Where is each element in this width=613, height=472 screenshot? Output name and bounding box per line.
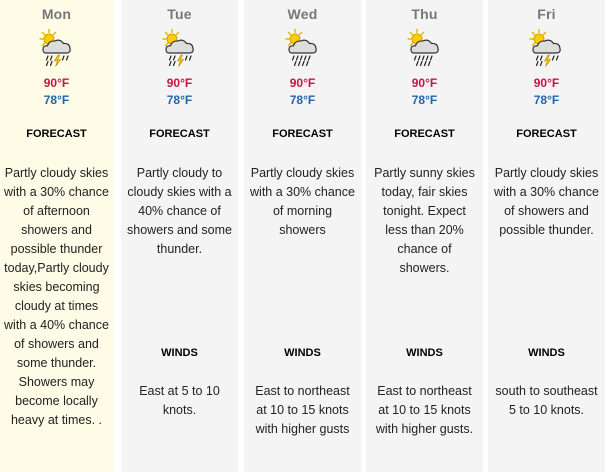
partly-cloudy-rain-icon: [405, 28, 445, 68]
forecast-text: Partly sunny skies today, fair skies tonight. Expect less than 20% chance of showers.: [374, 166, 475, 275]
forecast-heading: FORECAST: [516, 128, 577, 140]
forecast-heading: FORECAST: [272, 128, 333, 140]
day-column-fri: [488, 0, 605, 472]
low-temperature: 78°F: [43, 93, 70, 107]
forecast-text: Partly cloudy skies with a 30% chance of morning showers: [250, 166, 355, 237]
day-name: Tue: [167, 6, 192, 22]
day-name: Fri: [537, 6, 556, 22]
winds-heading: WINDS: [528, 347, 565, 359]
winds-heading: WINDS: [406, 347, 443, 359]
low-temperature: 78°F: [533, 93, 560, 107]
partly-cloudy-thunderstorm-icon: [37, 28, 77, 68]
low-temperature: 78°F: [166, 93, 193, 107]
partly-cloudy-rain-icon: [283, 28, 323, 68]
low-temperature: 78°F: [289, 93, 316, 107]
low-temperature: 78°F: [411, 93, 438, 107]
winds-text: East at 5 to 10 knots.: [139, 384, 220, 417]
partly-cloudy-thunderstorm-icon: [527, 28, 567, 68]
high-temperature: 90°F: [43, 76, 70, 90]
forecast-heading: FORECAST: [149, 128, 210, 140]
winds-heading: WINDS: [284, 347, 321, 359]
forecast-text: Partly cloudy skies with a 30% chance of afternoon showers and possible thunder today,Partly cloudy skies becoming cloudy at times with a 40% chance of showers and some thunder. Showers may become locally heavy at times. .: [4, 166, 109, 427]
day-name: Wed: [287, 6, 318, 22]
day-column-tue: [121, 0, 238, 472]
forecast-text: Partly cloudy skies with a 30% chance of showers and possible thunder.: [494, 166, 599, 237]
forecast-text: Partly cloudy to cloudy skies with a 40% chance of showers and some thunder.: [127, 166, 232, 256]
high-temperature: 90°F: [533, 76, 560, 90]
forecast-heading: FORECAST: [394, 128, 455, 140]
winds-text: East to northeast at 10 to 15 knots with higher gusts: [255, 384, 350, 436]
high-temperature: 90°F: [289, 76, 316, 90]
day-name: Mon: [41, 6, 72, 22]
winds-text: south to southeast 5 to 10 knots.: [495, 384, 598, 417]
day-column-thu: [366, 0, 483, 472]
day-column-wed: [244, 0, 361, 472]
winds-text: East to northeast at 10 to 15 knots with higher gusts.: [375, 384, 474, 436]
forecast-heading: FORECAST: [26, 128, 87, 140]
day-column-mon: [0, 0, 113, 472]
high-temperature: 90°F: [411, 76, 438, 90]
day-name: Thu: [411, 6, 438, 22]
winds-heading: WINDS: [161, 347, 198, 359]
high-temperature: 90°F: [166, 76, 193, 90]
partly-cloudy-thunderstorm-icon: [160, 28, 200, 68]
